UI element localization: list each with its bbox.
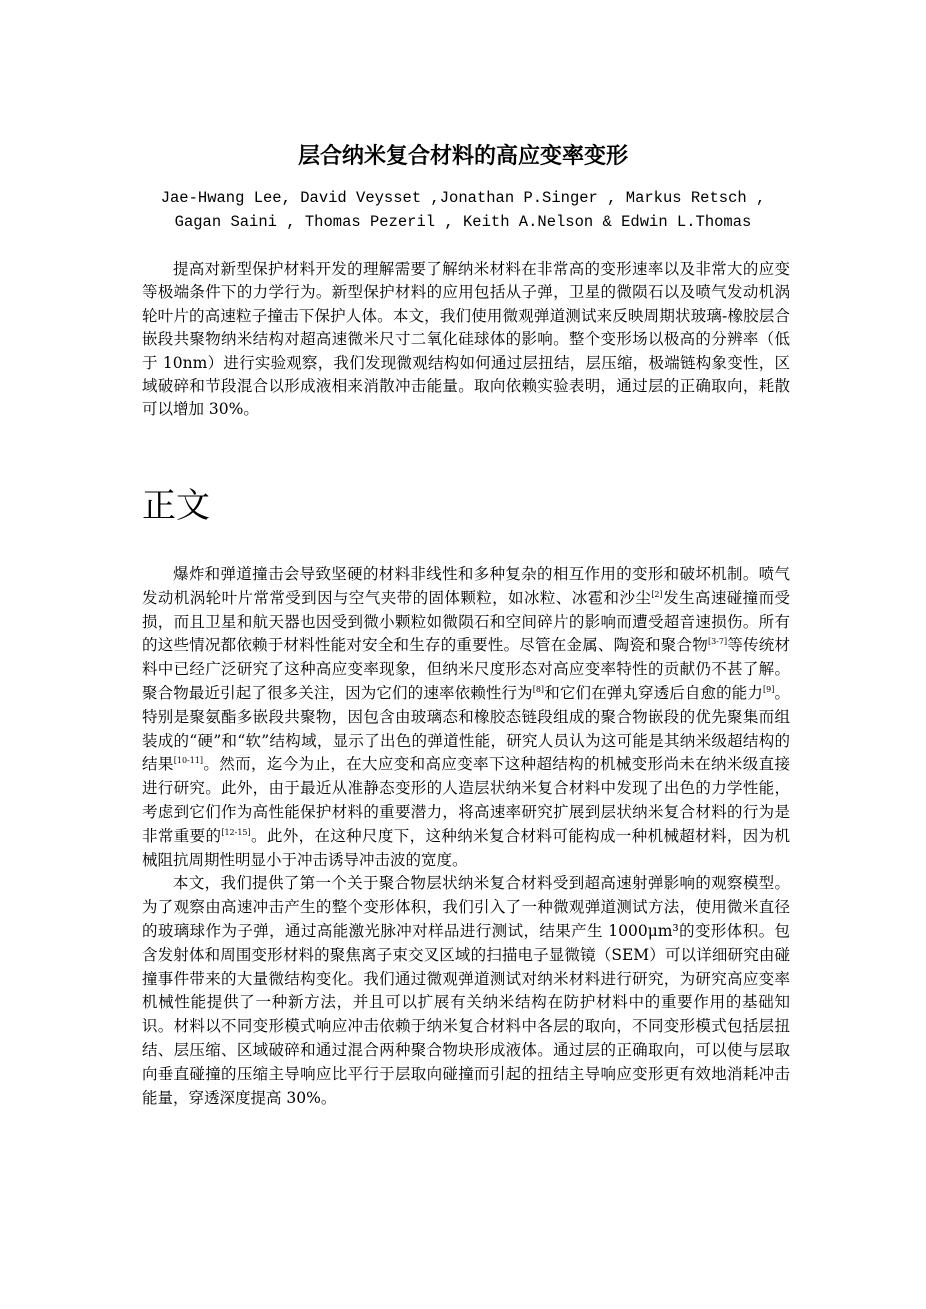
p1-text-7: 。此外，在这种尺度下，这种纳米复合材料可能构成一种机械超材料，因为机械阻抗周期性明显小于冲击诱导冲击波的宽度。 [142,826,790,869]
paragraph-2 [142,872,790,1110]
author-list [100,186,826,234]
citation-ref: [12-15] [221,827,251,837]
p2-text-2: 的变形体积。包含发射体和周围变形材料的聚焦离子束交叉区域的扫描电子显微镜（SEM）可以详细研究由碰撞事件带来的大量微结构变化。我们通过微观弹道测试对纳米材料进行研究，为研究高应变率机械性能提供了一种新方法，并且可以扩展有关纳米结构在防护材料中的重要作用的基础知识。材料以不同变形模式响应冲击依赖于纳米复合材料中各层的取向，不同变形模式包括层扭结、层压缩、区域破碎和通过混合两种聚合物块形成液体。通过层的正确取向，可以使与层取向垂直碰撞的压缩主导响应比平行于层取向碰撞而引起的扭结主导响应变形更有效地消耗冲击能量，穿透深度提高 30%。 [142,921,790,1107]
volume-unit: μm³ [647,921,679,940]
citation-ref: [2] [651,589,663,599]
section-heading: 正文 [142,486,210,526]
citation-ref: [9] [763,684,775,694]
p1-text-1: 爆炸和弹道撞击会导致坚硬的材料非线性和多种复杂的相互作用的变形和破坏机制。喷气发动机涡轮叶片常常受到因与空气夹带的固体颗粒，如冰粒、冰雹和沙尘 [142,565,790,607]
citation-ref: [8] [532,684,545,694]
paper-title: 层合纳米复合材料的高应变率变形 [297,144,628,169]
p2-text-1: 本文，我们提供了第一个关于聚合物层状纳米复合材料受到超高速射弹影响的观察模型。为了观察由高速冲击产生的整个变形体积，我们引入了一种微观弹道测试方法，使用微米直径的玻璃球作为子弹，通过高能激光脉冲对样品进行测试，结果产生 1000 [142,874,790,940]
p1-text-4: 和它们在弹丸穿透后自愈的能力 [544,683,763,702]
p1-text-6: 。然而，迄今为止，在大应变和高应变率下这种超结构的机械变形尚未在纳米级直接进行研究。此外，由于最近从准静态变形的人造层状纳米复合材料中发现了出色的力学性能，考虑到它们作为高性能保护材料的重要潜力，将高速率研究扩展到层状纳米复合材料的行为是非常重要的 [142,755,790,845]
body-text [142,563,790,1110]
p1-text-3: 等传统材料中已经广泛研究了这种高应变率现象，但纳米尺度形态对高应变率特性的贡献仍不甚了解。聚合物最近引起了很多关注，因为它们的速率依赖性行为 [142,636,790,702]
p1-text-2: 发生高速碰撞而受损，而且卫星和航天器也因受到微小颗粒如微陨石和空间碎片的影响而遭受超音速损伤。所有的这些情况都依赖于材料性能对安全和生存的重要性。尽管在金属、陶瓷和聚合物 [142,588,790,655]
author-line-2: Gagan Saini , Thomas Pezeril , Keith A.Nelson & Edwin L.Thomas [174,213,752,231]
abstract: 提高对新型保护材料开发的理解需要了解纳米材料在非常高的变形速率以及非常大的应变等极端条件下的力学行为。新型保护材料的应用包括从子弹，卫星的微陨石以及喷气发动机涡轮叶片的高速粒子撞击下保护人体。本文，我们使用微观弹道测试来反映周期状玻璃-橡胶层合嵌段共聚物纳米结构对超高速微米尺寸二氧化硅球体的影响。整个变形场以极高的分辨率（低于 10nm）进行实验观察，我们发现微观结构如何通过层扭结，层压缩，极端链构象变性，区域破碎和节段混合以形成液相来消散冲击能量。取向依赖实验表明，通过层的正确取向，耗散可以增加 30%。 [142,260,790,419]
citation-ref: [3-7] [707,637,728,647]
author-line-1: Jae-Hwang Lee, David Veysset ,Jonathan P.Singer , Markus Retsch , [160,189,766,207]
citation-ref: [10-11] [173,756,204,766]
p1-text-5: 。特别是聚氨酯多嵌段共聚物，因包含由玻璃态和橡胶态链段组成的聚合物嵌段的优先聚集而组装成的“硬”和“软”结构域，显示了出色的弹道性能，研究人员认为这可能是其纳米级超结构的结果 [142,683,790,774]
paragraph-1 [142,563,790,872]
